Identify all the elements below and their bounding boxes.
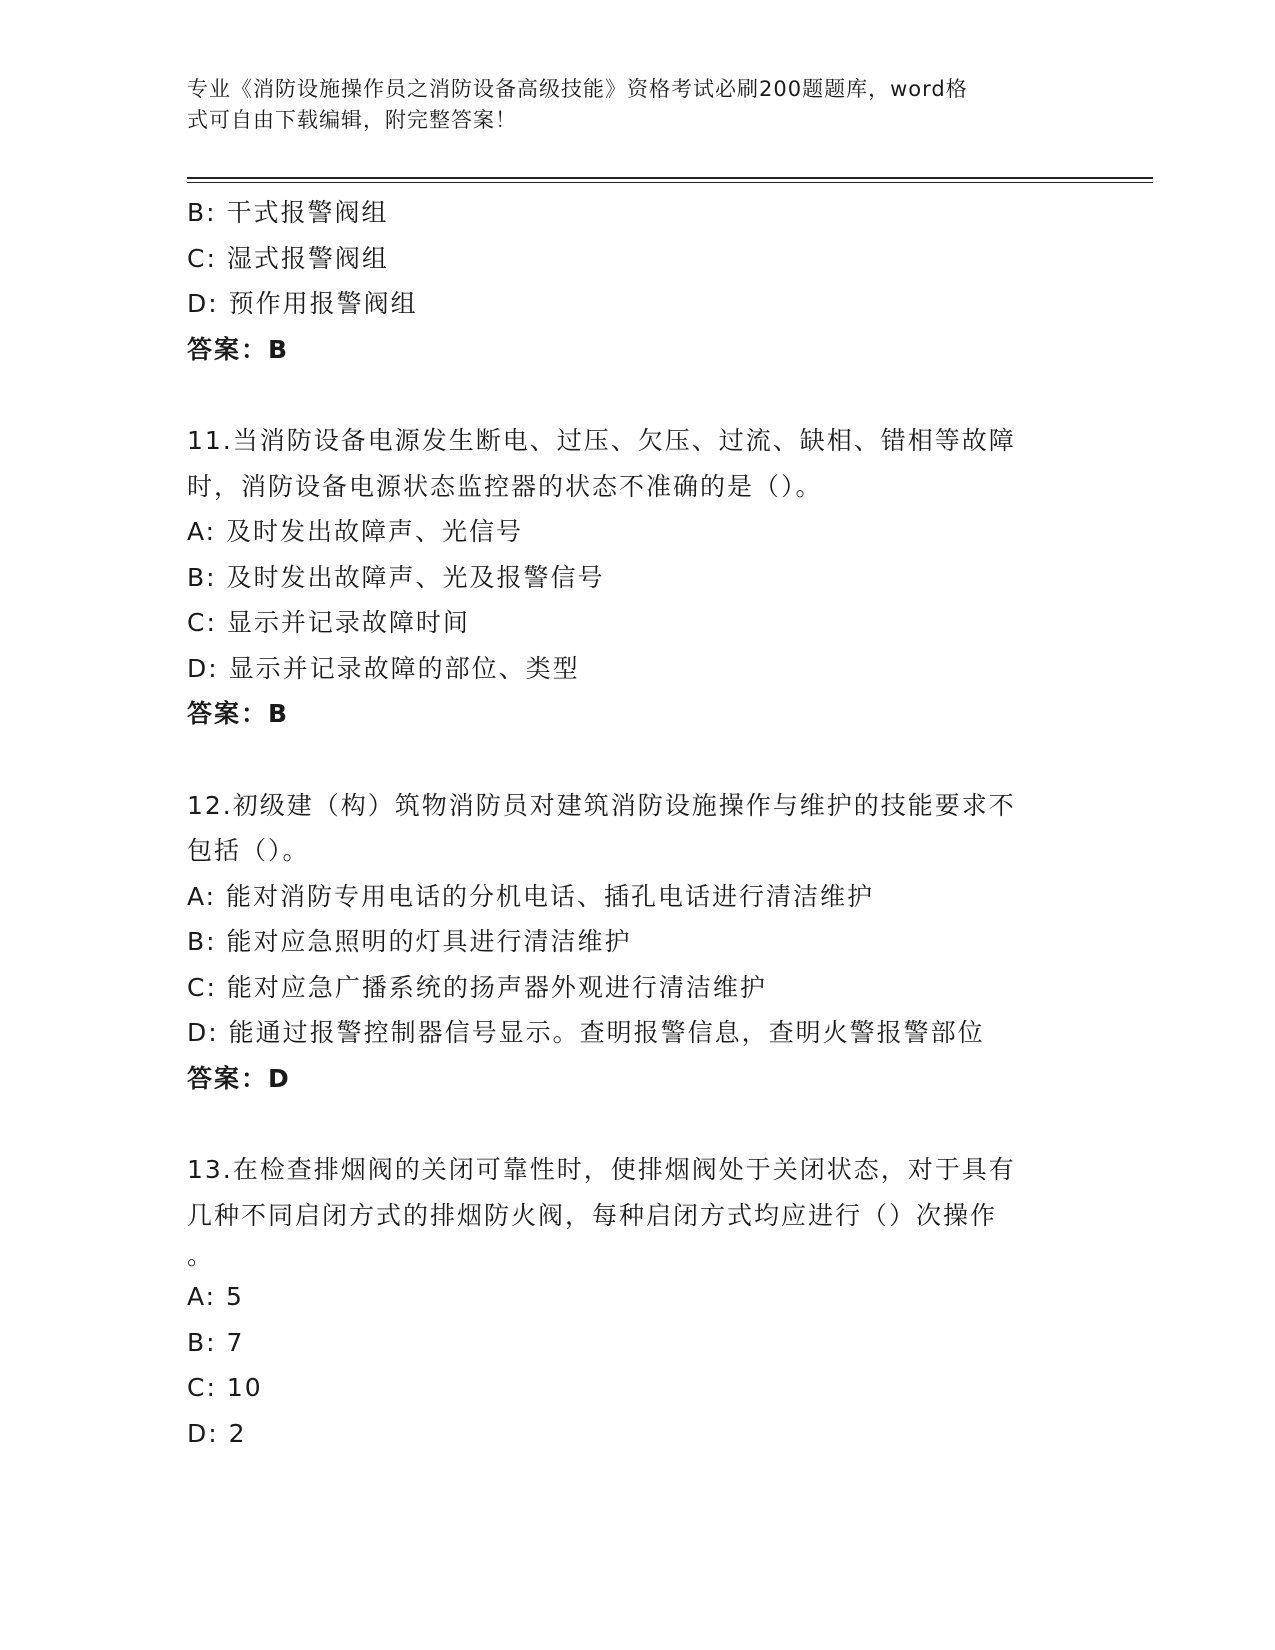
option-b: B: 及时发出故障声、光及报警信号 — [187, 562, 605, 592]
question-12 — [187, 783, 1087, 1102]
spacer — [187, 737, 1087, 783]
option-a: A: 能对消防专用电话的分机电话、插孔电话进行清洁维护 — [187, 881, 875, 911]
question-stem-line: 。 — [187, 1241, 215, 1270]
question-stem-line: 时，消防设备电源状态监控器的状态不准确的是（）。 — [187, 471, 823, 501]
question-stem-line: 12.初级建（构）筑物消防员对建筑消防设施操作与维护的技能要求不 — [187, 790, 1016, 820]
option-c: C: 能对应急广播系统的扬声器外观进行清洁维护 — [187, 972, 767, 1002]
option-c: C: 显示并记录故障时间 — [187, 608, 470, 637]
answer: 答案：B — [187, 334, 290, 364]
option-c: C: 10 — [187, 1373, 263, 1402]
option-d: D: 能通过报警控制器信号显示。查明报警信息，查明火警报警部位 — [187, 1018, 985, 1047]
question-list — [187, 190, 1087, 1456]
question-13 — [187, 1147, 1087, 1456]
document-header — [187, 74, 1067, 136]
option-d: D: 预作用报警阀组 — [187, 289, 418, 318]
option-c: C: 湿式报警阀组 — [187, 243, 389, 273]
option-d: D: 显示并记录故障的部位、类型 — [187, 653, 580, 683]
question-stem-line: 几种不同启闭方式的排烟防火阀，每种启闭方式均应进行（）次操作 — [187, 1200, 998, 1230]
question-10-tail — [187, 190, 1087, 372]
option-d: D: 2 — [187, 1418, 247, 1448]
option-a: A: 5 — [187, 1282, 244, 1311]
option-b: B: 能对应急照明的灯具进行清洁维护 — [187, 927, 632, 956]
question-stem-line: 包括（）。 — [187, 836, 310, 865]
question-stem-line: 13.在检查排烟阀的关闭可靠性时，使排烟阀处于关闭状态，对于具有 — [187, 1155, 1016, 1184]
header-divider-thin — [187, 182, 1153, 183]
answer: 答案：B — [187, 699, 290, 728]
option-b: B: 7 — [187, 1327, 245, 1357]
answer: 答案：D — [187, 1063, 291, 1093]
spacer — [187, 372, 1087, 418]
question-stem-line: 11.当消防设备电源发生断电、过压、欠压、过流、缺相、错相等故障 — [187, 426, 1016, 455]
question-11 — [187, 418, 1087, 737]
spacer — [187, 1101, 1087, 1147]
option-a: A: 及时发出故障声、光信号 — [187, 517, 524, 546]
header-line-1: 专业《消防设施操作员之消防设备高级技能》资格考试必刷200题题库，word格 — [187, 77, 968, 101]
header-divider-thick — [187, 177, 1153, 179]
option-b: B: 干式报警阀组 — [187, 198, 389, 227]
header-line-2: 式可自由下载编辑，附完整答案！ — [187, 108, 517, 132]
